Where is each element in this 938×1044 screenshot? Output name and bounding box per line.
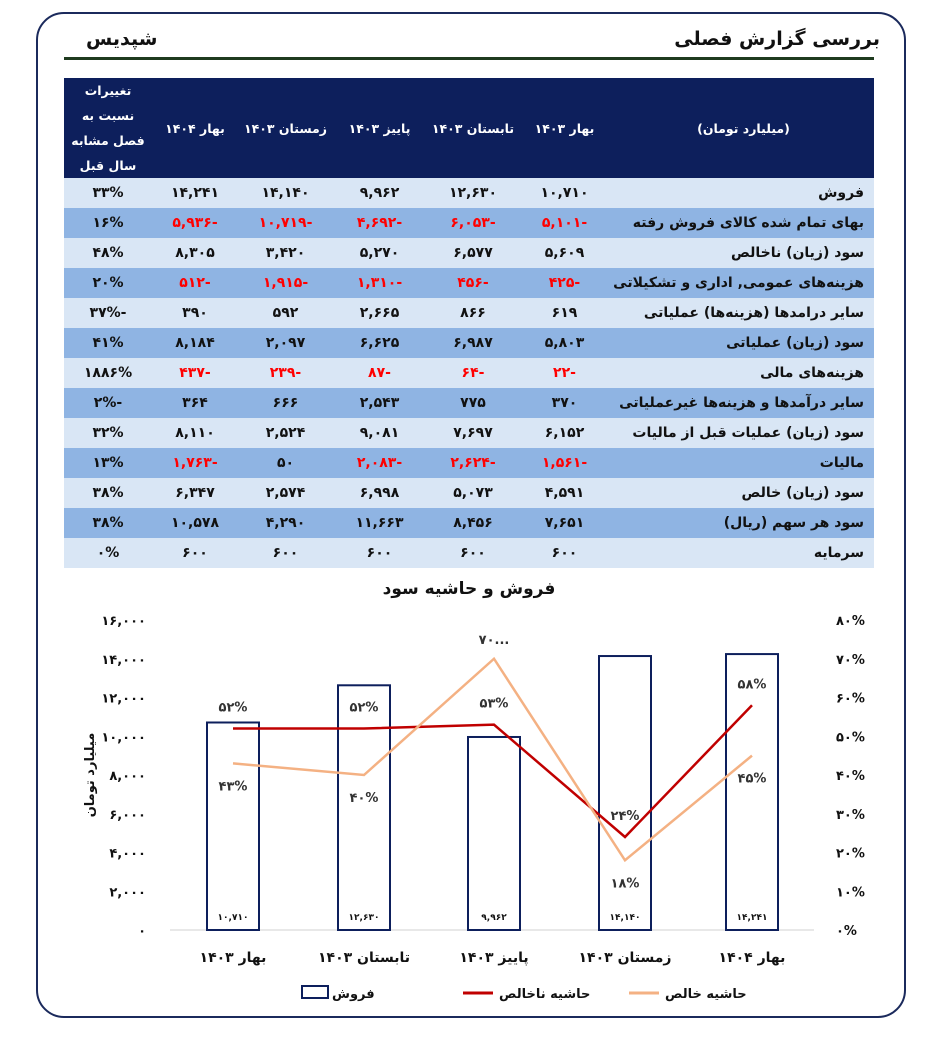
table-cell: ۵۰ [238,448,333,478]
column-header: پاییز ۱۴۰۳ [333,78,426,178]
table-row [64,418,874,448]
table-body [64,178,874,568]
x-tick-label: بهار ۱۴۰۴ [718,950,786,966]
y2-tick-label: ۴۰% [836,769,865,784]
row-label: سود (زیان) خالص [609,478,874,508]
table-cell: ۶۰۰ [520,538,609,568]
legend-label: حاشیه خالص [665,987,747,1002]
column-header: بهار ۱۴۰۴ [152,78,238,178]
bar-sales [726,654,778,930]
y-axis-label: میلیارد تومان [83,732,98,818]
bar-data-label: ۱۰,۷۱۰ [217,913,249,923]
table-cell: ۴۸% [64,238,152,268]
table-row [64,298,874,328]
table-cell: -۴۲۵ [520,268,609,298]
table-cell: ۱۳% [64,448,152,478]
table-cell: ۲۰% [64,268,152,298]
y-tick-label: ۱۰,۰۰۰ [101,730,146,746]
bar-data-label: ۱۴,۱۴۰ [609,913,641,923]
table-cell: ۵,۸۰۳ [520,328,609,358]
table-cell: -۱۰,۷۱۹ [238,208,333,238]
table-cell: ۶,۶۲۵ [333,328,426,358]
table-cell: ۴۱% [64,328,152,358]
y2-tick-label: ۶۰% [836,691,865,707]
line-data-label: ۴۳% [218,779,248,795]
table-cell: -۱,۹۱۵ [238,268,333,298]
y-tick-label: ۶,۰۰۰ [109,807,146,823]
table-cell: ۳۷۰ [520,388,609,418]
sales-margin-chart [0,560,938,1030]
table-row [64,178,874,208]
table-cell: -۴۵۶ [426,268,520,298]
line-data-label: ۴۵% [737,771,767,787]
y2-tick-label: ۳۰% [836,807,865,823]
row-label: مالیات [609,448,874,478]
y-tick-label: ۲,۰۰۰ [109,885,146,901]
column-header: تابستان ۱۴۰۳ [426,78,520,178]
y2-tick-label: ۰% [836,924,857,939]
bar-sales [207,722,259,930]
y2-tick-label: ۲۰% [836,846,865,862]
table-row [64,328,874,358]
table-cell: ۸,۴۵۶ [426,508,520,538]
title-divider [64,57,874,60]
table-row [64,478,874,508]
table-row [64,448,874,478]
y2-tick-label: ۵۰% [836,730,865,746]
table-cell: ۲,۰۹۷ [238,328,333,358]
table-cell: ۱۶% [64,208,152,238]
y-tick-label: ۱۶,۰۰۰ [101,614,146,629]
bar-data-label: ۱۲,۶۳۰ [348,913,380,923]
table-cell: ۶,۳۴۷ [152,478,238,508]
y2-tick-label: ۱۰% [836,885,865,901]
line-data-label: ۲۴% [610,809,640,824]
table-cell: ۷۷۵ [426,388,520,418]
table-row [64,238,874,268]
y-tick-label: ۰ [138,924,146,939]
table-cell: -۳۷% [64,298,152,328]
table-cell: ۱۰,۵۷۸ [152,508,238,538]
table-cell: ۶۰۰ [152,538,238,568]
table-cell: -۴۳۷ [152,358,238,388]
table-cell: ۳۲% [64,418,152,448]
table-cell: ۹,۰۸۱ [333,418,426,448]
table-row [64,208,874,238]
company-name: شپدیس [86,28,158,50]
bar-sales [468,737,520,930]
x-tick-label: پاییز ۱۴۰۳ [459,950,529,966]
line-data-label: ۷۰... [478,632,510,648]
table-cell: ۱۲,۶۳۰ [426,178,520,208]
table-cell: ۱۴,۲۴۱ [152,178,238,208]
table-cell: ۶,۱۵۲ [520,418,609,448]
y2-tick-label: ۸۰% [836,614,865,629]
y2-tick-label: ۷۰% [836,652,865,668]
table-cell: ۲,۵۴۳ [333,388,426,418]
table-cell: ۷,۶۹۷ [426,418,520,448]
table-cell: -۵۱۲ [152,268,238,298]
line-data-label: ۵۲% [349,700,379,716]
legend-swatch-sales [302,986,328,998]
row-label: سود هر سهم (ریال) [609,508,874,538]
row-label: هزینه‌های مالی [609,358,874,388]
legend-label: فروش [332,987,375,1002]
table-cell: -۴,۶۹۲ [333,208,426,238]
table-cell: ۶,۹۸۷ [426,328,520,358]
table-cell: ۴,۵۹۱ [520,478,609,508]
table-cell: ۶۱۹ [520,298,609,328]
table-cell: ۶۶۶ [238,388,333,418]
table-cell: ۵۹۲ [238,298,333,328]
row-label: سود (زیان) ناخالص [609,238,874,268]
table-cell: ۸,۳۰۵ [152,238,238,268]
report-title: بررسی گزارش فصلی [674,28,880,50]
row-label: سود (زیان) عملیاتی [609,328,874,358]
column-header: بهار ۱۴۰۳ [520,78,609,178]
table-cell: ۵,۰۷۳ [426,478,520,508]
legend-label: حاشیه ناخالص [499,987,591,1002]
table-row [64,268,874,298]
table-cell: ۱۸۸۶% [64,358,152,388]
line-data-label: ۱۸% [610,876,640,892]
table-cell: ۷,۶۵۱ [520,508,609,538]
column-header: تغییرات نسبت به فصل مشابه سال قبل [64,78,152,178]
column-header-unit: (میلیارد تومان) [609,78,874,178]
column-header: زمستان ۱۴۰۳ [238,78,333,178]
y-tick-label: ۴,۰۰۰ [109,846,146,862]
table-row [64,358,874,388]
table-cell: ۸۶۶ [426,298,520,328]
table-cell: ۶۰۰ [238,538,333,568]
table-cell: ۶۰۰ [426,538,520,568]
table-cell: ۶,۵۷۷ [426,238,520,268]
table-cell: ۳,۴۲۰ [238,238,333,268]
chart-title: فروش و حاشیه سود [382,579,556,599]
table-cell: ۱۱,۶۶۳ [333,508,426,538]
y-tick-label: ۱۴,۰۰۰ [101,652,146,668]
row-label: سایر درآمدها و هزینه‌ها غیرعملیاتی [609,388,874,418]
row-label: فروش [609,178,874,208]
line-data-label: ۴۰% [349,791,379,806]
table-cell: ۸,۱۱۰ [152,418,238,448]
line-data-label: ۵۸% [737,677,767,693]
y-tick-label: ۸,۰۰۰ [109,769,146,784]
bar-data-label: ۹,۹۶۲ [481,913,507,923]
table-cell: -۲,۶۲۴ [426,448,520,478]
table-cell: ۵,۲۷۰ [333,238,426,268]
table-cell: ۴,۲۹۰ [238,508,333,538]
table-cell: ۶۰۰ [333,538,426,568]
bar-sales [338,685,390,930]
row-label: سرمایه [609,538,874,568]
table-cell: -۶۴ [426,358,520,388]
table-cell: ۳۸% [64,508,152,538]
table-cell: ۳۹۰ [152,298,238,328]
table-cell: -۲,۰۸۳ [333,448,426,478]
table-header-row [64,78,874,178]
table-cell: ۹,۹۶۲ [333,178,426,208]
table-cell: ۰% [64,538,152,568]
row-label: هزینه‌های عمومی, اداری و تشکیلاتی [609,268,874,298]
x-tick-label: زمستان ۱۴۰۳ [578,950,672,966]
table-cell: -۲۲ [520,358,609,388]
x-tick-label: تابستان ۱۴۰۳ [318,950,410,966]
table-cell: ۳۶۴ [152,388,238,418]
financial-table [64,78,874,568]
x-tick-label: بهار ۱۴۰۳ [199,950,267,966]
table-cell: -۵,۱۰۱ [520,208,609,238]
table-cell: ۲,۵۷۴ [238,478,333,508]
table-row [64,508,874,538]
table-cell: ۲,۶۶۵ [333,298,426,328]
table-cell: -۸۷ [333,358,426,388]
table-cell: -۱,۷۶۳ [152,448,238,478]
table-cell: ۶,۹۹۸ [333,478,426,508]
bar-data-label: ۱۴,۲۴۱ [736,913,768,923]
table-cell: -۲۳۹ [238,358,333,388]
table-cell: ۳۳% [64,178,152,208]
row-label: بهای تمام شده کالای فروش رفته [609,208,874,238]
table-cell: ۸,۱۸۴ [152,328,238,358]
table-cell: -۲% [64,388,152,418]
table-cell: ۱۰,۷۱۰ [520,178,609,208]
table-cell: ۳۸% [64,478,152,508]
line-data-label: ۵۳% [479,696,509,712]
table-cell: ۲,۵۲۴ [238,418,333,448]
line-data-label: ۵۲% [218,700,248,716]
table-cell: ۱۴,۱۴۰ [238,178,333,208]
table-cell: -۵,۹۳۶ [152,208,238,238]
table-row [64,388,874,418]
y-tick-label: ۱۲,۰۰۰ [101,691,146,707]
row-label: سود (زیان) عملیات قبل از مالیات [609,418,874,448]
row-label: سایر درامدها (هزینه‌ها) عملیاتی [609,298,874,328]
table-cell: -۶,۰۵۳ [426,208,520,238]
table-cell: -۱,۳۱۰ [333,268,426,298]
table-cell: ۵,۶۰۹ [520,238,609,268]
table-cell: -۱,۵۶۱ [520,448,609,478]
